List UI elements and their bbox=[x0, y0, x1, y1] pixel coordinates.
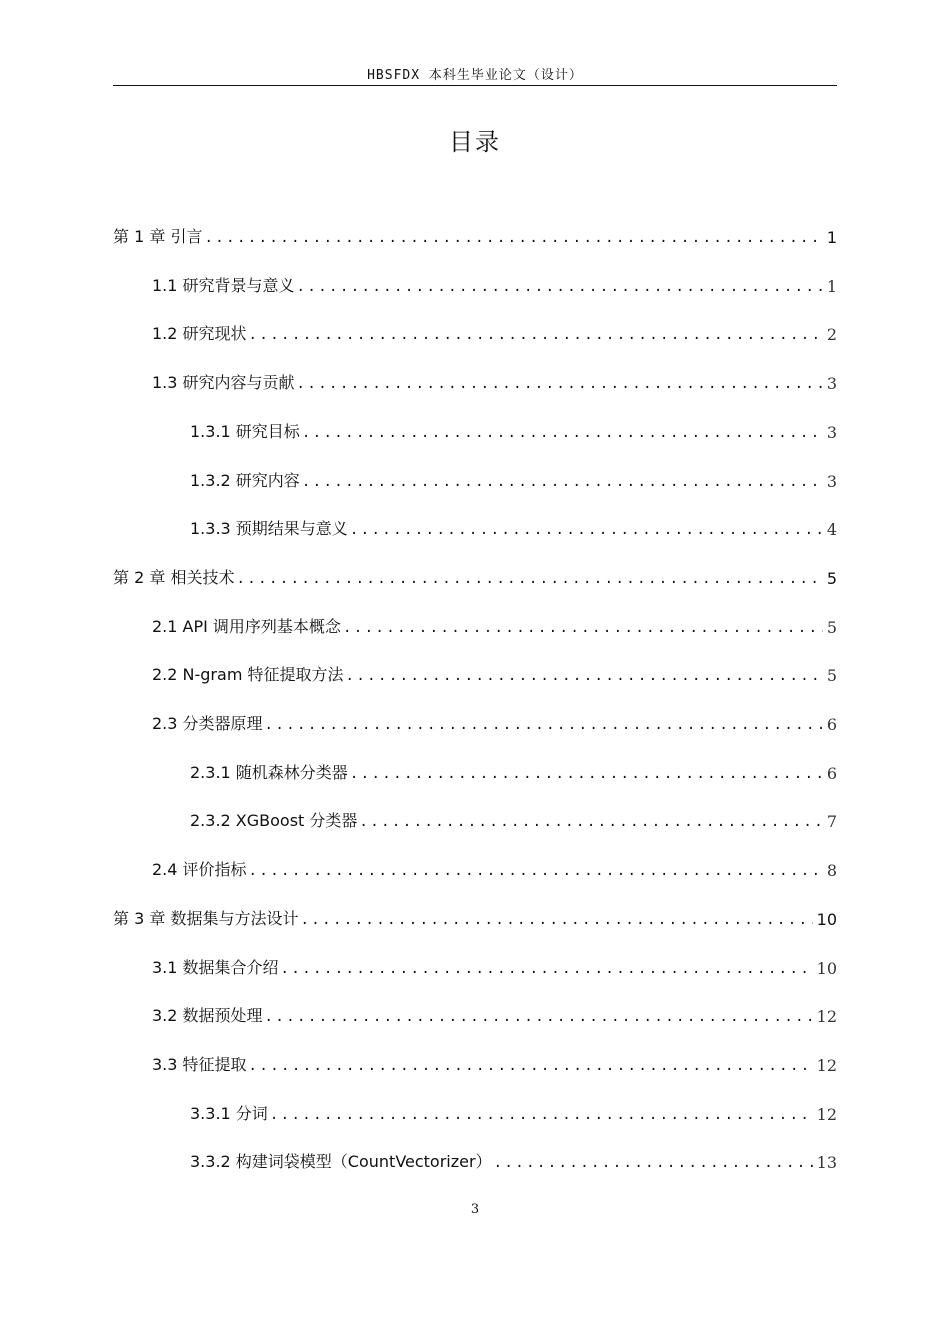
toc-entry-page-number: 12 bbox=[816, 1007, 837, 1027]
toc-entry[interactable] bbox=[152, 1049, 837, 1075]
toc-entry-label: 1.3.3 预期结果与意义 bbox=[190, 519, 348, 539]
toc-dot-leader bbox=[494, 1154, 813, 1172]
toc-dot-leader bbox=[297, 375, 823, 393]
toc-entry[interactable] bbox=[152, 367, 837, 393]
toc-entry[interactable] bbox=[190, 513, 837, 539]
toc-entry-page-number: 6 bbox=[826, 715, 837, 734]
toc-entry-page-number: 8 bbox=[826, 861, 837, 881]
toc-dot-leader bbox=[249, 326, 823, 344]
toc-entry-page-number: 5 bbox=[826, 568, 837, 588]
page-title: 目录 bbox=[449, 128, 501, 156]
toc-entry-label: 3.1 数据集合介绍 bbox=[152, 957, 279, 977]
toc-dot-leader bbox=[346, 667, 823, 685]
toc-entry-label: 第 2 章 相关技术 bbox=[113, 567, 235, 587]
toc-entry[interactable] bbox=[152, 270, 837, 296]
toc-dot-leader bbox=[270, 1106, 813, 1124]
toc-entry[interactable] bbox=[152, 659, 837, 685]
toc-entry[interactable] bbox=[152, 318, 837, 344]
toc-entry[interactable] bbox=[152, 952, 837, 978]
toc-entry[interactable] bbox=[113, 221, 837, 247]
toc-entry[interactable] bbox=[152, 611, 837, 637]
toc-entry[interactable] bbox=[190, 757, 837, 783]
toc-entry-label: 2.1 API 调用序列基本概念 bbox=[152, 616, 341, 636]
toc-entry-page-number: 4 bbox=[826, 520, 837, 540]
toc-entry-page-number: 13 bbox=[816, 1153, 837, 1173]
toc-entry-label: 2.2 N-gram 特征提取方法 bbox=[152, 665, 344, 685]
toc-entry-label: 1.3 研究内容与贡献 bbox=[152, 373, 295, 393]
toc-entry-page-number: 2 bbox=[826, 325, 837, 345]
toc-entry-label: 1.1 研究背景与意义 bbox=[152, 275, 295, 295]
toc-dot-leader bbox=[350, 521, 823, 539]
toc-entry-label: 3.3.2 构建词袋模型（CountVectorizer） bbox=[190, 1152, 492, 1172]
toc-entry-page-number: 12 bbox=[816, 1104, 837, 1124]
toc-entry-page-number: 12 bbox=[816, 1055, 837, 1075]
toc-entry[interactable] bbox=[190, 465, 837, 491]
toc-entry-page-number: 5 bbox=[826, 666, 837, 686]
toc-dot-leader bbox=[281, 960, 813, 978]
toc-entry-page-number: 1 bbox=[826, 276, 837, 296]
toc-dot-leader bbox=[302, 424, 823, 442]
toc-entry-page-number: 10 bbox=[816, 958, 837, 978]
toc-dot-leader bbox=[343, 619, 823, 637]
toc-entry-label: 2.4 评价指标 bbox=[152, 860, 247, 880]
toc-entry-label: 3.2 数据预处理 bbox=[152, 1006, 263, 1026]
toc-dot-leader bbox=[350, 765, 823, 783]
header-rule bbox=[113, 85, 837, 86]
toc-dot-leader bbox=[359, 813, 822, 831]
toc-entry[interactable] bbox=[152, 708, 837, 734]
toc-entry[interactable] bbox=[190, 1098, 837, 1124]
toc-entry-page-number: 1 bbox=[826, 228, 837, 247]
toc-entry-label: 第 3 章 数据集与方法设计 bbox=[113, 908, 299, 928]
toc-entry-label: 2.3.1 随机森林分类器 bbox=[190, 762, 348, 782]
toc-entry-page-number: 5 bbox=[826, 617, 837, 637]
toc-dot-leader bbox=[249, 862, 823, 880]
toc-entry-label: 2.3.2 XGBoost 分类器 bbox=[190, 811, 358, 831]
toc-entry-page-number: 3 bbox=[826, 471, 837, 491]
page-number: 3 bbox=[470, 1202, 480, 1217]
toc-dot-leader bbox=[265, 716, 823, 734]
toc-entry-page-number: 7 bbox=[826, 812, 837, 832]
running-header: HBSFDX 本科生毕业论文（设计） bbox=[367, 68, 583, 83]
toc-entry-label: 1.2 研究现状 bbox=[152, 324, 247, 344]
toc-entry[interactable] bbox=[152, 854, 837, 880]
toc-entry[interactable] bbox=[113, 562, 837, 588]
toc-entry-label: 2.3 分类器原理 bbox=[152, 714, 263, 733]
toc-entry[interactable] bbox=[190, 1146, 837, 1172]
toc-dot-leader bbox=[302, 473, 823, 491]
toc-entry[interactable] bbox=[190, 805, 837, 831]
toc-dot-leader bbox=[204, 229, 822, 247]
toc-dot-leader bbox=[249, 1057, 813, 1075]
toc-entry-label: 3.3.1 分词 bbox=[190, 1103, 268, 1123]
toc-dot-leader bbox=[236, 570, 822, 588]
toc-entry-label: 3.3 特征提取 bbox=[152, 1054, 247, 1074]
toc-dot-leader bbox=[265, 1008, 813, 1026]
toc-entry-page-number: 6 bbox=[826, 763, 837, 783]
toc-entry-page-number: 10 bbox=[816, 909, 837, 929]
toc-entry[interactable] bbox=[113, 903, 837, 929]
toc-entry[interactable] bbox=[190, 416, 837, 442]
toc-entry[interactable] bbox=[152, 1000, 837, 1026]
toc-dot-leader bbox=[297, 278, 823, 296]
toc-entry-page-number: 3 bbox=[826, 422, 837, 442]
toc-entry-page-number: 3 bbox=[826, 374, 837, 394]
toc-entry-label: 1.3.1 研究目标 bbox=[190, 421, 300, 441]
toc-entry-label: 1.3.2 研究内容 bbox=[190, 470, 300, 490]
toc-entry-label: 第 1 章 引言 bbox=[113, 227, 203, 246]
toc-dot-leader bbox=[300, 911, 812, 929]
